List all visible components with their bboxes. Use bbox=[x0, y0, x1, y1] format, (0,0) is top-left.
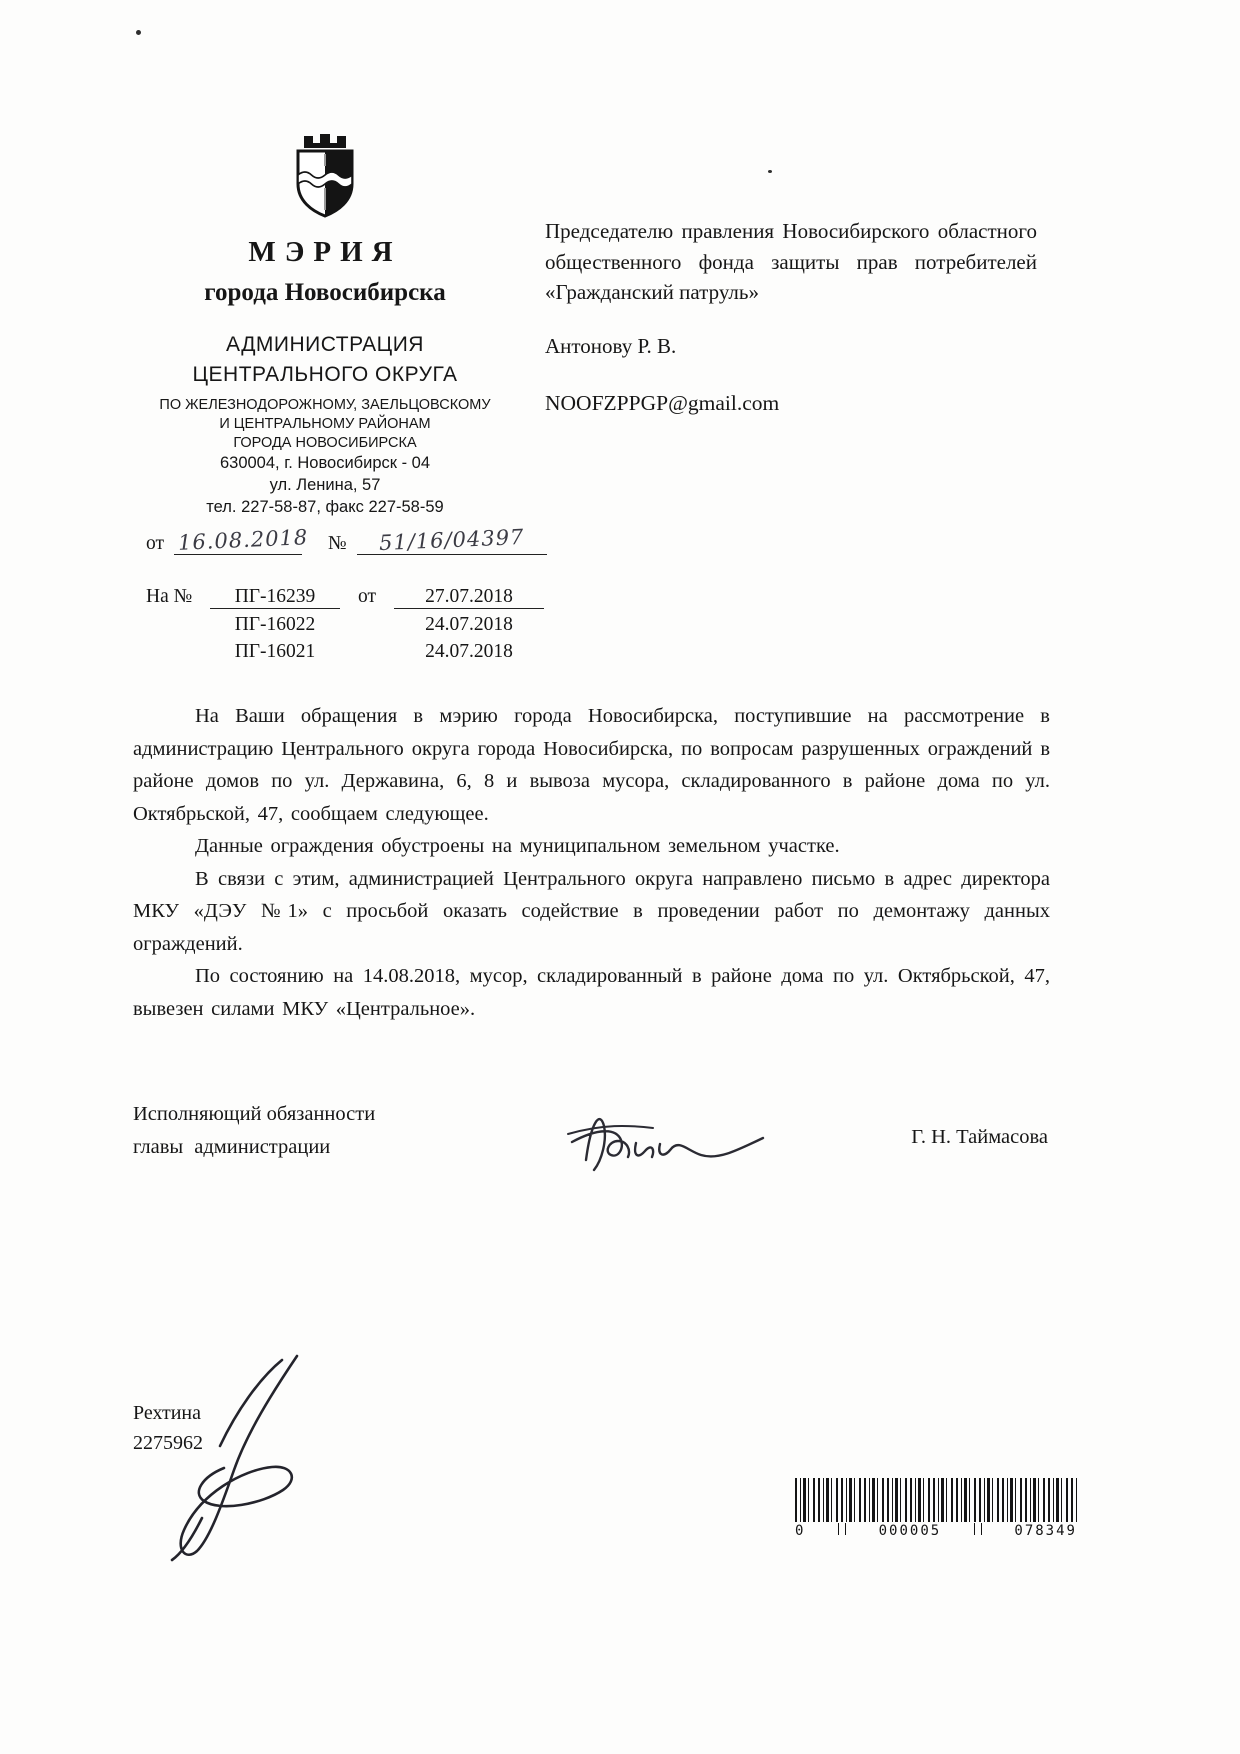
address-line2: ул. Ленина, 57 bbox=[269, 476, 381, 494]
outgoing-date-field bbox=[174, 525, 309, 555]
barcode-guard bbox=[838, 1523, 846, 1535]
outgoing-reference-line bbox=[146, 524, 547, 556]
scan-speck bbox=[136, 30, 141, 35]
outgoing-number-field bbox=[357, 524, 547, 556]
executor-phone: 2275962 bbox=[133, 1432, 203, 1454]
recipient-email: NOOFZPPGP@gmail.com bbox=[545, 390, 780, 415]
incoming-number: ПГ-16239 bbox=[210, 586, 340, 609]
novosibirsk-coat-of-arms-icon bbox=[289, 134, 361, 220]
body-paragraph: По состоянию на 14.08.2018, мусор, складированный в районе дома по ул. Октябрьской, 47, вывезен силами МКУ «Центральное». bbox=[133, 965, 1050, 1020]
org-name-line1: МЭРИЯ bbox=[248, 236, 402, 268]
letterhead bbox=[128, 134, 522, 520]
district-line1: ПО ЖЕЛЕЗНОДОРОЖНОМУ, ЗАЕЛЬЦОВСКОМУ bbox=[159, 397, 491, 413]
signer-title bbox=[133, 1098, 375, 1164]
district-line2: И ЦЕНТРАЛЬНОМУ РАЙОНАМ bbox=[219, 416, 431, 432]
incoming-number: ПГ-16022 bbox=[234, 614, 316, 635]
na-label: На № bbox=[146, 586, 193, 607]
signature-ink-executor bbox=[142, 1348, 317, 1563]
department-line1: АДМИНИСТРАЦИЯ bbox=[226, 333, 424, 356]
incoming-number: ПГ-16021 bbox=[234, 641, 316, 662]
barcode-digit-group: 000005 bbox=[878, 1523, 942, 1539]
body-paragraph: В связи с этим, администрацией Центрального округа направлено письмо в адрес директора МКУ «ДЭУ №1» с просьбой оказать содействие в проведении работ по демонтажу данных ограждений. bbox=[133, 867, 1050, 955]
number-label: № bbox=[328, 533, 347, 554]
barcode-guard bbox=[974, 1523, 982, 1535]
recipient-block bbox=[545, 216, 1037, 416]
department-line2: ЦЕНТРАЛЬНОГО ОКРУГА bbox=[192, 363, 458, 386]
recipient-name: Антонову Р. В. bbox=[545, 333, 677, 358]
barcode-digit-group: 0 bbox=[795, 1523, 806, 1539]
address-line3: тел. 227-58-87, факс 227-58-59 bbox=[206, 498, 444, 516]
outgoing-date-handwritten: 16.08.2018 bbox=[177, 525, 309, 555]
incoming-date: 24.07.2018 bbox=[425, 641, 513, 662]
body-paragraph: Данные ограждения обустроены на муниципальном земельном участке. bbox=[195, 835, 840, 857]
signer-title-line1: Исполняющий обязанности bbox=[133, 1103, 376, 1125]
incoming-date: 24.07.2018 bbox=[425, 614, 513, 635]
org-name-line2: города Новосибирска bbox=[204, 279, 446, 306]
incoming-date: 27.07.2018 bbox=[394, 586, 544, 609]
signer-name: Г. Н. Таймасова bbox=[911, 1126, 1048, 1148]
signer-title-line2: главы администрации bbox=[133, 1136, 331, 1158]
outgoing-number-handwritten: 51/16/04397 bbox=[378, 524, 525, 556]
recipient-title: Председателю правления Новосибирского областного общественного фонда защиты прав потребителей «Гражданский патруль» bbox=[545, 219, 1037, 304]
registration-barcode bbox=[795, 1478, 1077, 1539]
letter-body bbox=[133, 700, 1050, 1025]
from-label: от bbox=[357, 586, 376, 607]
from-label: от bbox=[146, 533, 165, 554]
body-paragraph: На Ваши обращения в мэрию города Новосибирска, поступившие на рассмотрение в администрацию Центрального округа города Новосибирска, по вопросам разрушенных ограждений в районе домов по ул. Державина, 6, 8 и вывоза мусора, складированного в районе дома по ул. Октябрьской, 47, сообщаем следующее. bbox=[133, 705, 1050, 825]
incoming-reference-table bbox=[146, 586, 544, 663]
executor-name: Рехтина bbox=[133, 1402, 201, 1424]
signature-block bbox=[133, 1098, 1050, 1218]
scan-speck bbox=[768, 170, 772, 173]
address-line1: 630004, г. Новосибирск - 04 bbox=[219, 454, 431, 472]
district-line3: ГОРОДА НОВОСИБИРСКА bbox=[233, 435, 417, 451]
signature-ink-taymasova bbox=[558, 1098, 773, 1188]
barcode-bars bbox=[795, 1478, 1077, 1522]
barcode-digits bbox=[795, 1523, 1077, 1539]
barcode-digit-group: 078349 bbox=[1014, 1523, 1077, 1539]
